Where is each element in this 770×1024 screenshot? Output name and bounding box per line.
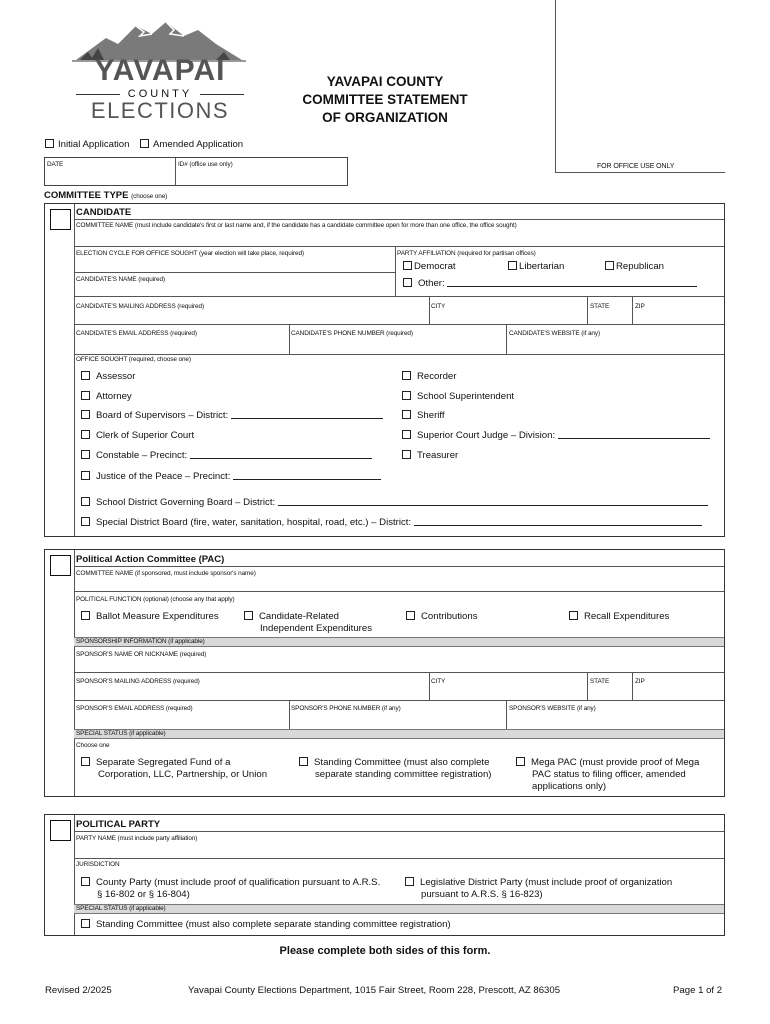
title-line-2: COMMITTEE STATEMENT xyxy=(302,92,468,107)
logo-yavapai: YAVAPAI xyxy=(94,54,226,87)
office-sheriff[interactable] xyxy=(402,410,445,421)
republican-label: Republican xyxy=(616,261,665,272)
candidate-city-label: CITY xyxy=(431,303,446,310)
office-special-district-label: Special District Board (fire, water, sanitation, hospital, road, etc.) – District: xyxy=(96,517,412,528)
office-attorney[interactable] xyxy=(81,391,132,402)
office-superior-judge[interactable] xyxy=(402,430,710,441)
id-field[interactable] xyxy=(176,158,347,186)
pac-committee-name-field[interactable] xyxy=(75,567,724,591)
legislative-party-option[interactable] xyxy=(405,877,672,901)
recall-label: Recall Expenditures xyxy=(584,611,670,622)
office-attorney-label: Attorney xyxy=(96,391,132,402)
ballot-measure-label: Ballot Measure Expenditures xyxy=(96,611,219,622)
pac-section xyxy=(44,549,725,797)
party-special-status-label: SPECIAL STATUS (if applicable) xyxy=(76,905,166,912)
office-recorder-checkbox[interactable] xyxy=(402,371,411,380)
standing-committee-option[interactable] xyxy=(299,757,492,781)
office-school-superintendent-checkbox[interactable] xyxy=(402,391,411,400)
office-superior-judge-label: Superior Court Judge – Division: xyxy=(417,430,556,441)
office-school-board[interactable] xyxy=(81,497,708,508)
mega-label-2: PAC status to filing officer, amended xyxy=(532,769,686,780)
party-standing-checkbox[interactable] xyxy=(81,919,90,928)
ssf-label-2: Corporation, LLC, Partnership, or Union xyxy=(98,769,268,780)
mega-pac-checkbox[interactable] xyxy=(516,757,525,766)
form-title xyxy=(280,73,490,127)
jurisdiction-label: JURISDICTION xyxy=(76,861,120,868)
party-heading: POLITICAL PARTY xyxy=(76,819,161,830)
office-justice-peace[interactable] xyxy=(81,471,381,482)
mega-label-3: applications only) xyxy=(532,781,607,792)
contributions-checkbox[interactable] xyxy=(406,611,415,620)
office-superior-judge-checkbox[interactable] xyxy=(402,430,411,439)
party-section xyxy=(44,814,725,936)
sponsor-zip-label: ZIP xyxy=(635,678,645,685)
sponsor-mailing-label: SPONSOR'S MAILING ADDRESS (required) xyxy=(76,678,200,685)
candidate-zip-label: ZIP xyxy=(635,303,645,310)
office-school-superintendent[interactable] xyxy=(402,391,514,402)
amended-application-label: Amended Application xyxy=(153,139,244,150)
title-line-1: YAVAPAI COUNTY xyxy=(326,74,444,89)
democrat-label: Democrat xyxy=(414,261,456,272)
candidate-heading: CANDIDATE xyxy=(76,207,132,218)
county-party-checkbox[interactable] xyxy=(81,877,90,886)
office-school-superintendent-label: School Superintendent xyxy=(417,391,515,402)
logo-elections: ELECTIONS xyxy=(90,98,230,123)
other-party-field[interactable] xyxy=(447,278,697,287)
office-clerk[interactable] xyxy=(81,430,194,441)
other-party-checkbox[interactable] xyxy=(403,278,412,287)
party-affiliation-label: PARTY AFFILIATION (required for partisan offices) xyxy=(397,250,536,257)
logo-county: COUNTY xyxy=(127,88,193,100)
pac-type-checkbox[interactable] xyxy=(50,555,71,576)
office-treasurer-checkbox[interactable] xyxy=(402,450,411,459)
office-board-supervisors[interactable] xyxy=(81,410,383,421)
sponsor-name-label: SPONSOR'S NAME OR NICKNAME (required) xyxy=(76,651,207,658)
legislative-label-2: pursuant to A.R.S. § 16-823) xyxy=(421,889,543,900)
other-party-option[interactable] xyxy=(403,278,697,289)
candidate-mailing-label: CANDIDATE'S MAILING ADDRESS (required) xyxy=(76,303,204,310)
office-assessor-checkbox[interactable] xyxy=(81,371,90,380)
office-constable-checkbox[interactable] xyxy=(81,450,90,459)
complete-both-sides-note: Please complete both sides of this form. xyxy=(279,945,491,957)
sponsor-phone-label: SPONSOR'S PHONE NUMBER (if any) xyxy=(291,705,401,712)
office-school-board-checkbox[interactable] xyxy=(81,497,90,506)
candidate-related-label-1: Candidate-Related xyxy=(259,611,340,622)
office-constable[interactable] xyxy=(81,450,372,461)
office-sheriff-label: Sheriff xyxy=(417,410,445,421)
date-field[interactable] xyxy=(45,158,175,186)
republican-option[interactable] xyxy=(605,261,664,272)
party-name-label: PARTY NAME (must include party affiliation) xyxy=(76,835,198,842)
supervisor-district-field[interactable] xyxy=(231,410,383,419)
mega-label-1: Mega PAC (must provide proof of Mega xyxy=(531,757,700,768)
county-party-label-1: County Party (must include proof of qualification pursuant to A.R.S. xyxy=(96,877,381,888)
office-treasurer-label: Treasurer xyxy=(417,450,459,461)
justice-precinct-field[interactable] xyxy=(233,471,381,480)
election-cycle-label: ELECTION CYCLE FOR OFFICE SOUGHT (year election will take place, required) xyxy=(76,250,304,257)
contributions-label: Contributions xyxy=(421,611,478,622)
sponsorship-label: SPONSORSHIP INFORMATION (if applicable) xyxy=(76,638,205,645)
recall-checkbox[interactable] xyxy=(569,611,578,620)
libertarian-label: Libertarian xyxy=(519,261,565,272)
candidate-type-checkbox[interactable] xyxy=(50,209,71,230)
office-justice-peace-label: Justice of the Peace – Precinct: xyxy=(96,471,231,482)
standing-label-2: separate standing committee registration) xyxy=(315,769,492,780)
school-district-field[interactable] xyxy=(278,497,708,506)
department-address: Yavapai County Elections Department, 1015 Fair Street, Room 228, Prescott, AZ 86305 xyxy=(188,985,561,996)
pac-heading: Political Action Committee (PAC) xyxy=(76,554,225,565)
sponsor-state-label: STATE xyxy=(590,678,610,685)
libertarian-option[interactable] xyxy=(508,261,564,272)
choose-one-label: Choose one xyxy=(76,742,110,749)
office-recorder-label: Recorder xyxy=(417,371,457,382)
office-treasurer[interactable] xyxy=(402,450,458,461)
office-special-district-checkbox[interactable] xyxy=(81,517,90,526)
sponsor-email-label: SPONSOR'S EMAIL ADDRESS (required) xyxy=(76,705,193,712)
date-id-box xyxy=(44,157,348,186)
constable-precinct-field[interactable] xyxy=(190,450,372,459)
candidate-section xyxy=(44,203,725,537)
democrat-option[interactable] xyxy=(403,261,456,272)
other-party-label: Other: xyxy=(418,278,445,289)
ssf-option[interactable] xyxy=(81,757,267,781)
initial-application-option[interactable] xyxy=(45,139,129,150)
judge-division-field[interactable] xyxy=(558,430,710,439)
democrat-checkbox[interactable] xyxy=(403,261,412,270)
office-use-label: FOR OFFICE USE ONLY xyxy=(597,163,675,170)
office-special-district[interactable] xyxy=(81,517,702,528)
initial-application-checkbox[interactable] xyxy=(45,139,54,148)
party-type-checkbox[interactable] xyxy=(50,820,71,841)
office-use-underline xyxy=(555,172,725,173)
committee-type-heading xyxy=(44,190,167,201)
party-special-status-band xyxy=(74,904,724,914)
candidate-related-option[interactable] xyxy=(244,611,372,635)
mega-pac-option[interactable] xyxy=(516,757,699,793)
contributions-option[interactable] xyxy=(406,611,478,622)
office-assessor[interactable] xyxy=(81,371,135,382)
candidate-committee-name-label: COMMITTEE NAME (must include candidate's first or last name and, if the candidate has a candidate committee open for more than one office, the office sought) xyxy=(76,222,517,229)
pac-special-status-label: SPECIAL STATUS (if applicable) xyxy=(76,730,166,737)
sponsor-website-label: SPONSOR'S WEBSITE (if any) xyxy=(509,705,596,712)
office-sheriff-checkbox[interactable] xyxy=(402,410,411,419)
candidate-related-checkbox[interactable] xyxy=(244,611,253,620)
party-standing-label: Standing Committee (must also complete separate standing committee registration) xyxy=(96,919,451,930)
candidate-committee-name-field[interactable] xyxy=(75,220,724,246)
office-board-supervisors-label: Board of Supervisors – District: xyxy=(96,410,229,421)
party-standing-option[interactable] xyxy=(81,919,451,930)
candidate-related-label-2: Independent Expenditures xyxy=(260,623,373,634)
libertarian-checkbox[interactable] xyxy=(508,261,517,270)
date-label: DATE xyxy=(47,161,64,168)
republican-checkbox[interactable] xyxy=(605,261,614,270)
page-number: Page 1 of 2 xyxy=(673,985,723,996)
office-attorney-checkbox[interactable] xyxy=(81,391,90,400)
recall-option[interactable] xyxy=(569,611,669,622)
ssf-checkbox[interactable] xyxy=(81,757,90,766)
office-constable-label: Constable – Precinct: xyxy=(96,450,188,461)
legislative-label-1: Legislative District Party (must include proof of organization xyxy=(420,877,673,888)
id-label: ID# (office use only) xyxy=(178,161,233,168)
county-party-option[interactable] xyxy=(81,877,380,901)
ssf-label-1: Separate Segregated Fund of a xyxy=(96,757,231,768)
county-party-label-2: § 16-802 or § 16-804) xyxy=(97,889,190,900)
ballot-measure-checkbox[interactable] xyxy=(81,611,90,620)
initial-application-label: Initial Application xyxy=(58,139,130,150)
amended-application-option[interactable] xyxy=(140,139,243,150)
party-name-field[interactable] xyxy=(75,832,724,858)
committee-type-hint: (choose one) xyxy=(131,193,168,200)
office-clerk-checkbox[interactable] xyxy=(81,430,90,439)
candidate-name-field[interactable] xyxy=(75,273,395,295)
pac-committee-name-label: COMMITTEE NAME (if sponsored, must include sponsor's name) xyxy=(76,570,256,577)
office-sought-label: OFFICE SOUGHT (required, choose one) xyxy=(76,356,191,363)
legislative-party-checkbox[interactable] xyxy=(405,877,414,886)
political-function-label: POLITICAL FUNCTION (optional) (choose any that apply) xyxy=(76,596,235,603)
standing-committee-checkbox[interactable] xyxy=(299,757,308,766)
office-board-supervisors-checkbox[interactable] xyxy=(81,410,90,419)
candidate-state-label: STATE xyxy=(590,303,610,310)
office-clerk-label: Clerk of Superior Court xyxy=(96,430,195,441)
candidate-phone-label: CANDIDATE'S PHONE NUMBER (required) xyxy=(291,330,413,337)
candidate-email-label: CANDIDATE'S EMAIL ADDRESS (required) xyxy=(76,330,197,337)
office-assessor-label: Assessor xyxy=(96,371,136,382)
ballot-measure-option[interactable] xyxy=(81,611,219,622)
county-logo xyxy=(66,18,252,123)
office-school-board-label: School District Governing Board – District: xyxy=(96,497,276,508)
sponsor-name-field[interactable] xyxy=(75,648,724,672)
office-recorder[interactable] xyxy=(402,371,456,382)
amended-application-checkbox[interactable] xyxy=(140,139,149,148)
office-use-divider xyxy=(555,0,556,172)
committee-type-label: COMMITTEE TYPE xyxy=(44,190,129,201)
title-line-3: OF ORGANIZATION xyxy=(322,110,448,125)
pac-special-status-band xyxy=(74,729,724,739)
sponsor-city-label: CITY xyxy=(431,678,446,685)
special-district-field[interactable] xyxy=(414,517,702,526)
office-justice-peace-checkbox[interactable] xyxy=(81,471,90,480)
candidate-website-label: CANDIDATE'S WEBSITE (if any) xyxy=(509,330,600,337)
revised-date: Revised 2/2025 xyxy=(45,985,112,996)
standing-label-1: Standing Committee (must also complete xyxy=(314,757,490,768)
candidate-name-label: CANDIDATE'S NAME (required) xyxy=(76,276,165,283)
